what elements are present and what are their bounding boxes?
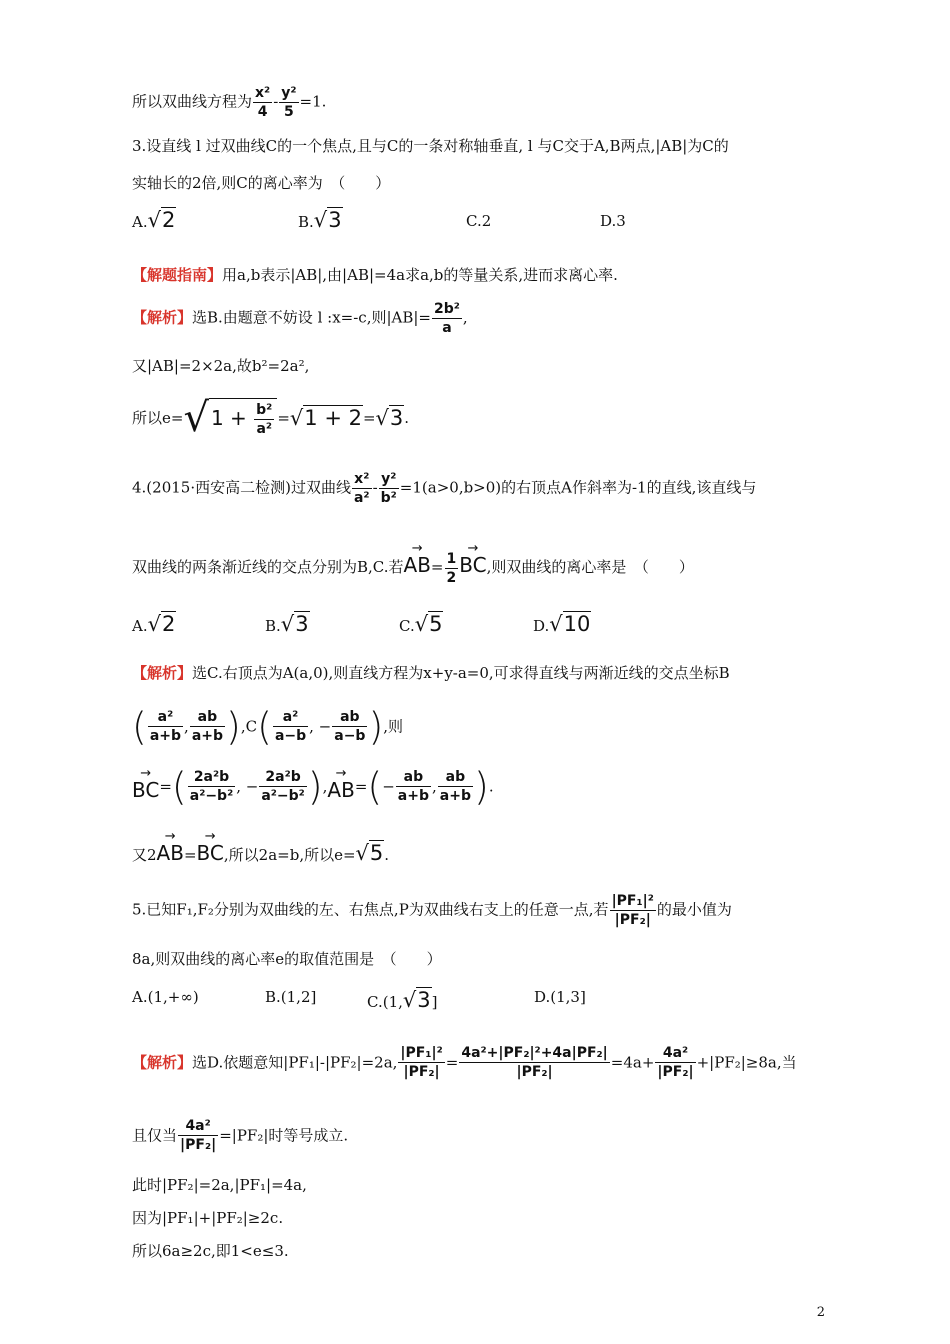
solution-5-line3: 此时|PF₂|=2a,|PF₁|=4a, <box>132 1176 307 1194</box>
solution-5-line2: 且仅当 $\frac{\text{4a²}}{\text{|PF₂|}}$ =|PF₂|时等号成立. <box>132 1118 349 1153</box>
solution-5-line5: 所以6a≥2c,即1<e≤3. <box>132 1242 289 1260</box>
question-5-line2: 8a,则双曲线的离心率e的取值范围是 （ ） <box>132 950 442 968</box>
solution-4-line2: ( $\frac{\text{a²}}{a+b}$ , $\frac{ab}{a+b}$ ),C( $\frac{\text{a²}}{a-b}$ , − $\frac{ab}{a-b}$ ),则 <box>132 704 404 749</box>
option-b: B.(1,2] <box>265 988 317 1006</box>
fraction: $\frac{\text{x²}}{4}$ <box>255 85 271 120</box>
fraction: $\frac{\text{y²}}{5}$ <box>281 85 297 120</box>
question-3-line1: 3.设直线 l 过双曲线C的一个焦点,且与C的一条对称轴垂直, l 与C交于A,B两点,|AB|为C的 <box>132 137 729 155</box>
solution-tag: 【解析】 <box>132 664 193 682</box>
option-a: A.√2 <box>132 208 176 232</box>
hint-line <box>132 264 618 286</box>
solution-4-line1: 【解析】选C.右顶点为A(a,0),则直线方程为x+y-a=0,可求得直线与两渐近线的交点坐标B <box>132 664 730 682</box>
text: 所以双曲线方程为 <box>132 92 253 111</box>
vector: → BC <box>459 548 486 576</box>
question-4-line1: 4.(2015·西安高二检测)过双曲线 $\frac{\text{x²}}{\text{a²}}$ - $\frac{\text{y²}}{\text{b²}}$ =1(a>0,b>0)的右顶点A作斜率为-1的直线,该直线与 <box>132 471 757 506</box>
option-a: A.√2 <box>132 612 176 636</box>
solution-5-line4: 因为|PF₁|+|PF₂|≥2c. <box>132 1209 284 1227</box>
solution-5-line1: 【解析】选D.依题意知|PF₁|-|PF₂|=2a, $\frac{\text{|PF₁|²}}{\text{|PF₂|}}$ = $\frac{\text{4a²+|PF₂|²+4a|PF₂|}}{\text{|PF₂|}}$ =4a+ $\frac{\text{4a²}}{\text{|PF₂|}}$ +|PF₂|≥8a,当 <box>132 1045 797 1080</box>
option-d: D.√10 <box>533 612 591 636</box>
vector: → AB <box>404 548 431 576</box>
option-c: C.√5 <box>399 612 443 636</box>
option-b: B.√3 <box>265 612 309 636</box>
option-c: C.2 <box>466 212 492 230</box>
option-a: A.(1,+∞) <box>132 988 199 1006</box>
question-3-line2: 实轴长的2倍,则C的离心率为 （ ） <box>132 174 391 192</box>
solution-4-line4: 又2→ AB=→ BC,所以2a=b,所以e=√5. <box>132 836 389 866</box>
option-c: C.(1,√3] <box>367 988 438 1012</box>
solution-3-line1: 【解析】选B.由题意不妨设 l :x=-c,则|AB|= $\frac{\text{2b²}}{a}$ , <box>132 301 468 336</box>
option-b: B.√3 <box>298 208 342 232</box>
solution-tag: 【解析】 <box>132 1053 193 1072</box>
hint-tag: 【解题指南】 <box>132 266 223 284</box>
text: 用a,b表示|AB|,由|AB|=4a求a,b的等量关系,进而求离心率. <box>222 266 618 284</box>
option-d: D.(1,3] <box>534 988 586 1006</box>
solution-4-line3: → BC=( $\frac{\text{2a²b}}{\text{a²−b²}}$ , − $\frac{\text{2a²b}}{\text{a²−b²}}$ ),→ AB=(− $\frac{ab}{a+b}$ , $\frac{ab}{a+b}$ ). <box>132 768 494 805</box>
solution-3-line2: 又|AB|=2×2a,故b²=2a², <box>132 357 310 375</box>
solution-3-line3: 所以e=√ 1 + $\frac{\text{b²}}{\text{a²}}$ =√1 + 2=√3. <box>132 395 410 441</box>
solution-tag: 【解析】 <box>132 308 193 327</box>
text-line: 所以双曲线方程为 $\frac{\text{x²}}{4}$ - $\frac{\text{y²}}{5}$ =1. <box>132 85 327 120</box>
page-number: 2 <box>816 1305 825 1320</box>
question-4-line2: 双曲线的两条渐近线的交点分别为B,C.若→ AB= $\frac{1}{2}$ → BC,则双曲线的离心率是 （ ） <box>132 548 694 587</box>
option-d: D.3 <box>600 212 626 230</box>
question-5-line1: 5.已知F₁,F₂分别为双曲线的左、右焦点,P为双曲线右支上的任意一点,若 $\frac{\text{|PF₁|²}}{\text{|PF₂|}}$ 的最小值为 <box>132 893 732 928</box>
fraction: $\frac{\text{2b²}}{a}$ <box>434 301 460 336</box>
